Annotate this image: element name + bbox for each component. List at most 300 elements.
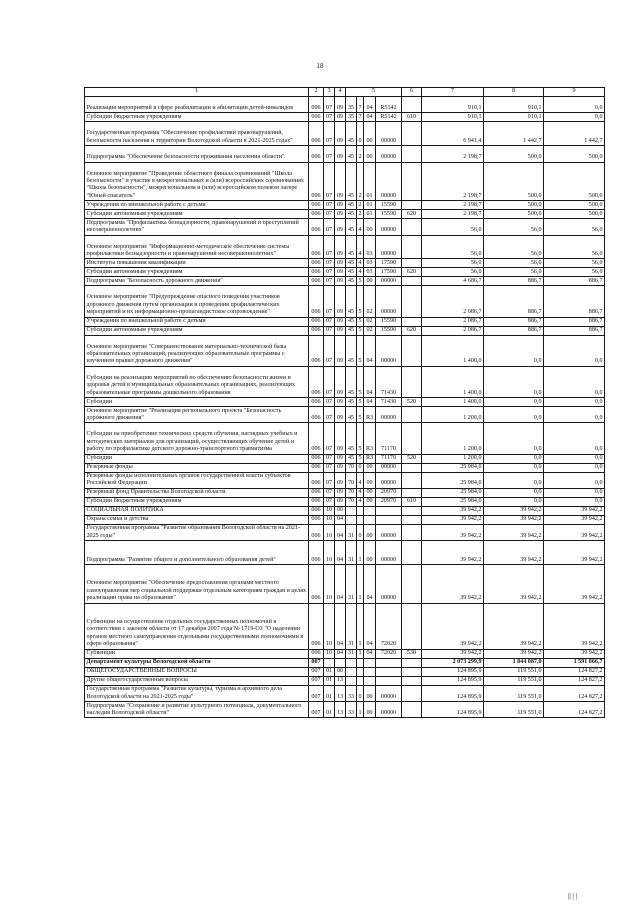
row-name: Другие общегосударственные вопросы [85,676,309,685]
column-header: 5 [346,88,402,97]
row-value-2023: 56,0 [422,268,484,277]
row-subsection-code: 00 [335,667,346,676]
row-target-code-4: 00000 [376,406,402,422]
column-header: 6 [402,88,422,97]
row-value-2023: 124 895,9 [422,685,484,701]
row-name: СОЦИАЛЬНАЯ ПОЛИТИКА [85,506,309,515]
row-target-code-3: 04 [364,97,376,113]
row-target-code-1: 45 [346,406,357,422]
row-name: Субсидии бюджетным учреждениям [85,497,309,506]
row-target-code-4: 71430 [376,397,402,406]
row-value-2024: 1 442,7 [484,122,544,146]
row-target-code-4: 71170 [376,454,402,463]
row-subsection-code: 13 [335,702,346,718]
row-section-code: 07 [324,423,335,454]
row-ved-code: 006 [309,326,324,335]
row-target-code-3: 00 [364,685,376,701]
row-subsection-code: 09 [335,454,346,463]
row-name: Субсидии автономным учреждениям [85,326,309,335]
row-target-code-4 [376,667,402,676]
row-value-2025: 0,0 [544,472,605,488]
row-section-code: 07 [324,201,335,210]
table-row [85,702,605,718]
row-section-code: 07 [324,210,335,219]
table-row [85,685,605,701]
row-target-code-1: 45 [346,423,357,454]
row-target-code-4: 00000 [376,463,402,472]
row-ved-code: 006 [309,235,324,259]
row-subsection-code: 00 [335,506,346,515]
table-row [85,268,605,277]
row-section-code: 07 [324,326,335,335]
row-subsection-code: 09 [335,113,346,122]
row-subsection-code: 04 [335,515,346,524]
row-value-2023: 1 200,0 [422,406,484,422]
table-header-row [85,88,605,97]
row-target-code-4: 00000 [376,702,402,718]
row-subsection-code: 09 [335,366,346,397]
row-target-code-2: 5 [358,398,362,405]
row-value-2024: 39 942,2 [484,515,544,524]
row-section-code: 10 [324,603,335,649]
row-section-code: 07 [324,454,335,463]
row-target-code-2: 0 [357,122,364,146]
row-subsection-code: 13 [335,685,346,701]
row-value-2025: 0,0 [544,113,605,122]
row-value-2025: 56,0 [544,235,605,259]
budget-table [84,87,605,718]
row-value-2025: 56,0 [544,219,605,235]
row-expense-type [402,603,422,649]
row-ved-code: 006 [309,122,324,146]
row-ved-code: 006 [309,497,324,506]
row-target-code-4: 00000 [376,235,402,259]
row-name: Подпрограмма "Сохранение и развитие культурного потенциала, документального наследия Вологодской области" [85,702,309,718]
row-subsection-code: 09 [335,277,346,286]
row-target-code-2: 4 [357,219,364,235]
row-value-2025: 39 942,2 [544,649,605,658]
row-target-code-2: 0 [357,524,364,540]
row-target-code-2: 5 [357,406,364,422]
table-row [85,113,605,122]
row-name: Основное мероприятие "Предупреждение опасного поведения участников дорожного движения путем организации и проведения профилактических мероприятий и их информационно-пропагандистское сопровождение" [85,286,309,317]
row-value-2023: 2 086,7 [422,326,484,335]
row-target-code-4: 15590 [376,326,402,335]
row-value-2023: 6 941,4 [422,122,484,146]
row-target-code-1: 45 [346,146,357,162]
table-row [85,162,605,201]
row-target-code-1: 45 [346,454,357,463]
row-value-2024: 1 844 087,0 [484,658,544,667]
row-target-code-4: 00000 [376,219,402,235]
row-value-2023: 25 984,0 [422,488,484,497]
row-subsection-code: 04 [335,603,346,649]
row-value-2024: 500,0 [484,146,544,162]
row-name: Субсидии на реализацию мероприятий по обеспечению безопасности жизни и здоровья детей в муниципальных образовательных организациях, реализующих образовательные программы дошкольного образования [85,366,309,397]
row-value-2025: 124 827,2 [544,685,605,701]
row-subsection-code: 09 [335,423,346,454]
row-ved-code: 006 [309,113,324,122]
row-target-code-2: 1 [357,541,364,565]
row-value-2025: 1 591 866,7 [544,658,605,667]
row-ved-code: 006 [309,162,324,201]
row-target-code-4: 00000 [376,122,402,146]
row-target-code-2: 7 [357,97,364,113]
row-subsection-code: 13 [335,676,346,685]
row-target-code-4: 20970 [376,497,402,506]
row-subsection-code: 09 [335,317,346,326]
row-value-2025: 39 942,2 [544,603,605,649]
table-row [85,366,605,397]
row-target-code-4: 72020 [376,649,402,658]
row-value-2024: 119 551,0 [484,685,544,701]
row-target-code-2: 4 [358,259,362,266]
row-name: Субсидии на приобретение технических средств обучения, наглядных учебных и методических материалов для организаций, осуществляющих обучение детей и работу по профилактике детского дорожно-транспортного травматизма [85,423,309,454]
row-ved-code: 006 [309,219,324,235]
row-target-code-4: 71170 [376,423,402,454]
row-target-code-4: 71430 [376,366,402,397]
row-name: Реализация мероприятий в сфере реабилитации и абилитации детей-инвалидов [85,97,309,113]
row-ved-code: 006 [309,97,324,113]
row-section-code: 07 [324,268,335,277]
row-ved-code: 006 [309,463,324,472]
row-subsection-code: 09 [335,463,346,472]
row-name: Государственная программа "Развитие образования Вологодской области на 2021-2025 годы" [85,524,309,540]
row-expense-type [402,524,422,540]
row-expense-type [402,667,422,676]
row-section-code: 07 [324,366,335,397]
row-value-2023: 2 086,7 [422,317,484,326]
row-ved-code: 006 [309,259,324,268]
row-value-2025: 0,0 [544,335,605,366]
row-name: Субвенции [85,649,309,658]
row-name: Подпрограмма "Профилактика безнадзорности, правонарушений и преступлений несовершеннолетних" [85,219,309,235]
table-row [85,201,605,210]
row-value-2023: 25 984,0 [422,497,484,506]
row-target-code-2 [357,658,364,667]
row-name: Охрана семьи и детства [85,515,309,524]
row-name: Основное мероприятие "Реализация регионального проекта "Безопасность дорожного движения" [85,406,309,422]
row-value-2023: 124 895,9 [422,667,484,676]
row-expense-type: 620 [402,210,422,219]
row-value-2024: 910,1 [484,97,544,113]
row-target-code-1: 31 [346,603,357,649]
row-target-code-2: 2 [357,162,364,201]
row-value-2025: 886,7 [544,317,605,326]
row-value-2025: 124 827,2 [544,667,605,676]
row-target-code-1: 70 [346,463,357,472]
row-expense-type [402,97,422,113]
row-target-code-3: 01 [364,201,376,210]
row-ved-code: 006 [309,210,324,219]
row-ved-code: 006 [309,277,324,286]
row-target-code-2: 4 [358,489,362,496]
row-target-code-3: 04 [364,113,376,122]
row-target-code-1 [346,676,357,685]
table-row [85,219,605,235]
row-value-2025: 500,0 [544,162,605,201]
column-header: 1 [85,88,309,97]
row-expense-type [402,506,422,515]
row-target-code-3: 02 [364,286,376,317]
row-ved-code: 006 [309,335,324,366]
row-target-code-3: 00 [364,472,376,488]
row-target-code-1: 45 [346,235,357,259]
row-subsection-code: 09 [335,406,346,422]
row-target-code-3: 02 [364,326,376,335]
table-row [85,317,605,326]
row-target-code-2: 7 [358,113,362,120]
row-ved-code: 006 [309,488,324,497]
row-target-code-2: 1 [357,565,364,604]
row-value-2025: 886,7 [544,277,605,286]
row-expense-type [402,317,422,326]
row-ved-code: 007 [309,658,324,667]
table-row [85,326,605,335]
row-target-code-3: 00 [364,541,376,565]
row-target-code-1: 31 [346,565,357,604]
row-value-2025: 0,0 [544,423,605,454]
row-value-2023: 2 073 299,9 [422,658,484,667]
row-target-code-1: 70 [346,472,357,488]
row-target-code-1: 45 [346,201,357,210]
row-value-2024: 910,1 [484,113,544,122]
row-value-2024: 500,0 [484,162,544,201]
row-expense-type [402,472,422,488]
row-subsection-code [335,658,346,667]
row-ved-code: 006 [309,286,324,317]
row-target-code-3: 01 [364,162,376,201]
row-name: Учреждения по внешкольной работе с детьми [85,317,309,326]
row-target-code-3 [364,515,376,524]
row-value-2024: 39 942,2 [484,565,544,604]
row-name: Резервный фонд Правительства Вологодской области [85,488,309,497]
row-value-2023: 1 200,0 [422,423,484,454]
row-section-code: 01 [324,702,335,718]
row-value-2025: 39 942,2 [544,524,605,540]
row-target-code-4: 00000 [376,286,402,317]
row-value-2023: 2 198,7 [422,162,484,201]
row-value-2023: 25 984,0 [422,463,484,472]
row-target-code-4: 00000 [376,524,402,540]
table-row [85,488,605,497]
row-target-code-1: 33 [346,685,357,701]
row-target-code-2: 5 [358,318,362,325]
row-target-code-3: R3 [364,454,376,463]
row-subsection-code: 09 [335,335,346,366]
row-value-2025: 0,0 [544,463,605,472]
row-target-code-4 [376,506,402,515]
table-row [85,286,605,317]
row-target-code-1: 31 [346,541,357,565]
row-target-code-2: 5 [357,335,364,366]
row-expense-type: 610 [402,113,422,122]
table-row [85,259,605,268]
row-target-code-4: 00000 [376,335,402,366]
row-target-code-1: 45 [346,326,357,335]
row-name: Субсидии [85,397,309,406]
row-value-2024: 0,0 [484,335,544,366]
row-value-2024: 39 942,2 [484,603,544,649]
budget-table-container [84,87,604,718]
row-expense-type [402,423,422,454]
row-expense-type [402,463,422,472]
row-name: Государственная программа "Обеспечение профилактики правонарушений, безопасности населения и территории Вологодской области в 2021-2025 годах" [85,122,309,146]
row-section-code: 07 [324,162,335,201]
row-target-code-2 [357,676,364,685]
row-target-code-3: R3 [364,406,376,422]
row-value-2025: 39 942,2 [544,541,605,565]
row-target-code-4: 72020 [376,603,402,649]
row-value-2025: 39 942,2 [544,515,605,524]
row-section-code: 10 [324,506,335,515]
row-section-code: 07 [324,397,335,406]
row-subsection-code: 09 [335,286,346,317]
row-value-2023: 39 942,2 [422,649,484,658]
table-row [85,122,605,146]
row-target-code-1: 45 [346,210,357,219]
row-target-code-4: 00000 [376,541,402,565]
row-target-code-1: 35 [346,97,357,113]
row-target-code-3 [364,667,376,676]
row-target-code-2: 2 [358,210,362,217]
row-section-code: 01 [324,685,335,701]
row-target-code-1 [346,658,357,667]
row-name: Основное мероприятие "Обеспечение предоставления органами местного самоуправления мер социальной поддержки отдельным категориям граждан в целях реализации права на образование" [85,565,309,604]
row-subsection-code: 09 [335,201,346,210]
row-target-code-4: 15590 [376,210,402,219]
row-expense-type [402,676,422,685]
row-target-code-4: 00000 [376,685,402,701]
row-value-2025: 124 827,2 [544,676,605,685]
row-name: ОБЩЕГОСУДАРСТВЕННЫЕ ВОПРОСЫ [85,667,309,676]
row-section-code: 10 [324,515,335,524]
row-name: Резервные фонды исполнительных органов государственной власти субъектов Российской Федерации [85,472,309,488]
row-subsection-code: 09 [335,219,346,235]
row-value-2025: 0,0 [544,397,605,406]
row-target-code-4: 00000 [376,472,402,488]
row-target-code-4: 17590 [376,259,402,268]
row-target-code-1: 45 [346,268,357,277]
row-target-code-3: R3 [364,423,376,454]
row-target-code-2: 4 [358,498,362,505]
row-expense-type: 620 [402,326,422,335]
column-header: 2 [309,88,324,97]
row-value-2025: 500,0 [544,146,605,162]
row-name: Подпрограмма "Развитие общего и дополнительного образования детей" [85,541,309,565]
row-value-2023: 56,0 [422,219,484,235]
row-target-code-4: 00000 [376,146,402,162]
row-subsection-code: 04 [335,649,346,658]
table-row [85,506,605,515]
row-target-code-3: 04 [364,649,376,658]
row-subsection-code: 09 [335,162,346,201]
table-row [85,210,605,219]
row-target-code-2: 5 [357,366,364,397]
row-section-code: 07 [324,335,335,366]
row-expense-type [402,201,422,210]
row-target-code-1: 70 [346,497,357,506]
row-subsection-code: 09 [335,146,346,162]
row-name: Субвенции на осуществление отдельных государственных полномочий в соответствии с законом области от 17 декабря 2007 года № 1719-ОЗ "О наделении органов местного самоуправления отдельными государственными полномочиями в сфере образования" [85,603,309,649]
row-value-2024: 119 551,0 [484,667,544,676]
table-row [85,649,605,658]
row-target-code-2 [357,667,364,676]
row-ved-code: 006 [309,406,324,422]
row-value-2025: 1 442,7 [544,122,605,146]
row-name: Департамент культуры Вологодской области [85,658,309,667]
row-name: Субсидии автономным учреждениям [85,268,309,277]
row-expense-type [402,335,422,366]
row-ved-code: 006 [309,146,324,162]
row-target-code-1: 45 [346,286,357,317]
row-expense-type: 520 [402,454,422,463]
row-target-code-4: 00000 [376,565,402,604]
row-value-2024: 119 551,0 [484,676,544,685]
row-target-code-2: 4 [357,235,364,259]
row-target-code-1: 45 [346,259,357,268]
row-value-2025: 39 942,2 [544,506,605,515]
row-section-code: 07 [324,235,335,259]
row-target-code-2: 4 [357,472,364,488]
row-value-2025: 39 942,2 [544,565,605,604]
row-ved-code: 006 [309,472,324,488]
row-value-2025: 0,0 [544,488,605,497]
row-value-2025: 124 827,2 [544,702,605,718]
row-ved-code: 006 [309,317,324,326]
row-ved-code: 006 [309,515,324,524]
row-subsection-code: 09 [335,268,346,277]
row-target-code-2: 0 [358,464,362,471]
row-section-code: 07 [324,463,335,472]
row-name: Подпрограмма "Безопасность дорожного движения" [85,277,309,286]
row-expense-type [402,515,422,524]
row-value-2023: 39 942,2 [422,565,484,604]
table-row [85,497,605,506]
row-name: Институты повышения квалификации [85,259,309,268]
row-value-2023: 124 895,9 [422,676,484,685]
row-target-code-1: 45 [346,277,357,286]
row-ved-code: 006 [309,603,324,649]
row-target-code-3: 00 [364,463,376,472]
row-value-2024: 0,0 [484,366,544,397]
row-name: Основное мероприятие "Совершенствование материально-технической базы образовательных организаций, реализующих образовательные программы с изучением правил дорожного движения" [85,335,309,366]
table-row [85,463,605,472]
row-target-code-2: 5 [358,455,362,462]
table-row [85,397,605,406]
row-target-code-4: 00000 [376,162,402,201]
row-section-code: 07 [324,113,335,122]
row-target-code-1: 31 [346,524,357,540]
row-value-2024: 56,0 [484,219,544,235]
row-name: Резервные фонды [85,463,309,472]
row-ved-code: 007 [309,702,324,718]
row-target-code-1: 45 [346,397,357,406]
row-target-code-3: 00 [364,524,376,540]
row-value-2023: 56,0 [422,235,484,259]
row-expense-type [402,235,422,259]
table-body [85,97,605,718]
row-value-2024: 0,0 [484,397,544,406]
row-name: Субсидии [85,454,309,463]
row-section-code: 10 [324,541,335,565]
row-ved-code: 006 [309,268,324,277]
row-value-2023: 2 198,7 [422,210,484,219]
row-expense-type [402,702,422,718]
row-expense-type: 620 [402,268,422,277]
row-section-code: 07 [324,146,335,162]
row-value-2024: 39 942,2 [484,541,544,565]
